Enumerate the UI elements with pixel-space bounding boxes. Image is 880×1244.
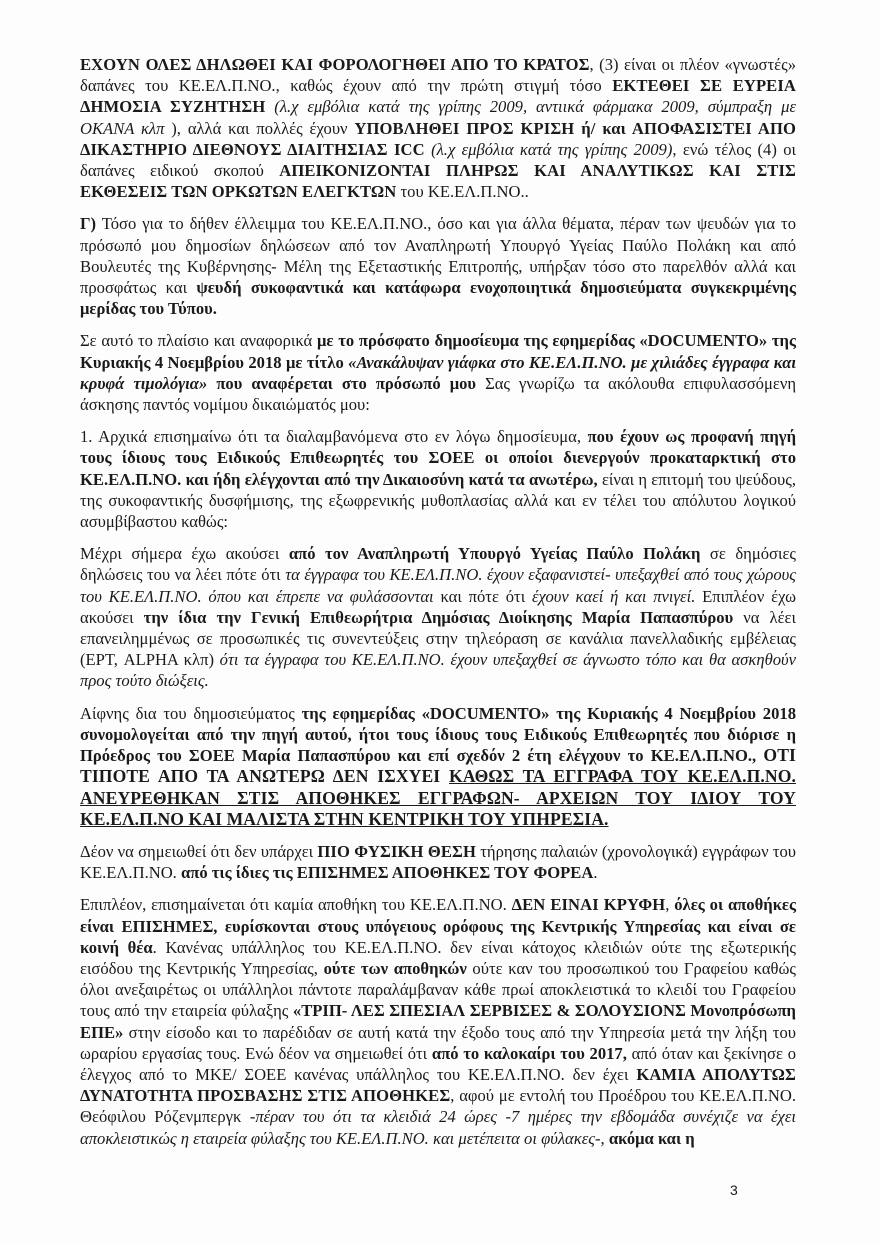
text-run: Αίφνης δια του δημοσιεύματος [80, 703, 302, 723]
paragraph-p1 [80, 213, 796, 319]
paragraph-p4 [80, 543, 796, 691]
text-run: Δέον να σημειωθεί ότι δεν υπάρχει [80, 841, 318, 861]
text-run: 1. Αρχικά επισημαίνω ότι τα διαλαμβανόμενα στο εν λόγω δημοσίευμα, [80, 427, 588, 447]
text-run: που έχουν ως προφανή πηγή τους ίδιους τους Ειδικούς Επιθεωρητές του ΣΟΕΕ οι οποίοι διενεργούν προκαταρκτική στο ΚΕ.ΕΛ.Π.ΝΟ. και ήδη ελέγχονται από την Δικαιοσύνη κατά τα ανωτέρω, [80, 427, 796, 489]
text-run: Επιπλέον, επισημαίνεται ότι καμία αποθήκη του ΚΕ.ΕΛ.Π.ΝΟ. [80, 895, 512, 915]
text-run: είναι η επιτομή του ψεύδους, της συκοφαντικής δυσφήμισης, της εξωφρενικής μυθοπλασίας αλλά και εν τέλει του απόλυτου λογικού ασυμβίβαστου καθώς: [80, 469, 796, 532]
text-run: από τις ίδιες τις ΕΠΙΣΗΜΕΣ ΑΠΟΘΗΚΕΣ ΤΟΥ ΦΟΡΕΑ [180, 863, 594, 883]
text-run: (λ.χ εμβόλια κατά της γρίπης 2009, αντιικά φάρμακα 2009, σύμπραξη με ΟΚΑΝΑ κλπ [80, 97, 796, 138]
text-run: , ενώ τέλος (4) οι δαπάνες ειδικού σκοπού [80, 139, 796, 181]
text-run: ότι τα έγγραφα του ΚΕ.ΕΛ.Π.ΝΟ. έχουν υπεξαχθεί σε άγνωστο τόπο και θα ασκηθούν προς τούτο διώξεις. [80, 650, 796, 691]
text-run: ΕΚΤΕΘΕΙ ΣΕ ΕΥΡΕΙΑ ΔΗΜΟΣΙΑ ΣΥΖΗΤΗΣΗ [80, 76, 796, 117]
text-run: ούτε των αποθηκών [323, 958, 467, 978]
text-run: από το καλοκαίρι του 2017, [431, 1043, 627, 1063]
text-run: . Κανένας υπάλληλος του ΚΕ.ΕΛ.Π.ΝΟ. δεν είναι κάτοχος κλειδιών ούτε της εξωτερικής εισόδου της Κεντρικής Υπηρεσίας, [80, 937, 796, 978]
paragraph-p0 [80, 54, 796, 202]
text-run: ΑΠΕΙΚΟΝΙΖΟΝΤΑΙ ΠΛΗΡΩΣ ΚΑΙ ΑΝΑΛΥΤΙΚΩΣ ΚΑΙ ΣΤΙΣ ΕΚΘΕΣΕΙΣ ΤΩΝ ΟΡΚΩΤΩΝ ΕΛΕΓΚΤΩΝ [80, 161, 796, 202]
text-run: που αναφέρεται στο πρόσωπό μου [207, 373, 477, 393]
text-run: ), αλλά και πολλές έχουν [171, 118, 355, 138]
text-run: από όταν και ξεκίνησε ο έλεγχος από το ΜΚΕ/ ΣΟΕΕ κανένας υπάλληλος του ΚΕ.ΕΛ.Π.ΝΟ. δεν έχει [80, 1043, 796, 1084]
page-number: 3 [730, 1182, 738, 1198]
text-run: της εφημερίδας «DOCUMENTO» της Κυριακής 4 Νοεμβρίου 2018 συνομολογείται από την πηγή αυτού, ήτοι τους ίδιους τους Ειδικούς Επιθεωρητές που διόρισε η Πρόεδρος του ΣΟΕΕ Μαρία Παπασπύρου και επί σχεδόν 2 έτη ελέγχουν το ΚΕ.ΕΛ.Π.ΝΟ., [80, 703, 796, 766]
text-run: Επιπλέον έχω ακούσει [80, 586, 797, 627]
text-run: «Ανακάλυψαν γιάφκα στο ΚΕ.ΕΛ.Π.ΝΟ. με χιλιάδες έγγραφα και κρυφά τιμολόγια» [80, 352, 796, 393]
text-run: την ίδια την Γενική Επιθεωρήτρια Δημόσιας Διοίκησης Μαρία Παπασπύρου [143, 607, 734, 627]
text-run: ΥΠΟΒΛΗΘΕΙ ΠΡΟΣ ΚΡΙΣΗ ή/ και ΑΠΟΦΑΣΙΣΤΕΙ ΑΠΟ ΔΙΚΑΣΤΗΡΙΟ ΔΙΕΘΝΟΥΣ ΔΙΑΙΤΗΣΙΑΣ ICC [80, 118, 797, 159]
text-run: Σας γνωρίζω τα ακόλουθα επιφυλασσόμενη άσκησης παντός νομίμου δικαιώματός μου: [80, 373, 796, 415]
paragraph-p3 [80, 426, 796, 532]
text-run: . [593, 863, 598, 883]
text-run: τήρησης παλαιών (χρονολογικά) εγγράφων του ΚΕ.ΕΛ.Π.ΝΟ. [80, 841, 796, 883]
text-run: -πέραν του ότι τα κλειδιά 24 ώρες -7 ημέρες την εβδομάδα συνέχιζε να έχει αποκλειστικώς η εταιρεία φύλαξης του ΚΕ.ΕΛ.Π.ΝΟ. και μετέπειτα οι φύλακες- [80, 1107, 797, 1148]
text-run: Σε αυτό το πλαίσιο και αναφορικά [80, 331, 317, 351]
text-run: όλες οι αποθήκες είναι ΕΠΙΣΗΜΕΣ, ευρίσκονται στους υπόγειους ορόφους της Κεντρικής Υπηρεσίας και είναι σε κοινή θέα [80, 895, 796, 957]
text-run: , (3) είναι οι πλέον «γνωστές» δαπάνες του ΚΕ.ΕΛ.Π.ΝΟ., καθώς έχουν από την πρώτη στιγμή τόσο [80, 55, 796, 96]
text-run: ΚΑΘΩΣ ΤΑ ΕΓΓΡΑΦΑ ΤΟΥ ΚΕ.ΕΛ.Π.ΝΟ. ΑΝΕΥΡΕΘΗΚΑΝ ΣΤΙΣ ΑΠΟΘΗΚΕΣ ΕΓΓΡΑΦΩΝ- ΑΡΧΕΙΩΝ ΤΟΥ ΙΔΙΟΥ ΤΟΥ ΚΕ.ΕΛ.Π.ΝΟ ΚΑΙ ΜΑΛΙΣΤΑ ΣΤΗΝ ΚΕΝΤΡΙΚΗ ΤΟΥ ΥΠΗΡΕΣΙΑ. [80, 766, 796, 829]
text-run: ΔΕΝ ΕΙΝΑΙ ΚΡΥΦΗ [511, 895, 666, 915]
text-run: «ΤΡΙΠ- ΛΕΣ ΣΠΕΣΙΑΛ ΣΕΡΒΙΣΕΣ & ΣΟΛΟΥΣΙΟΝΣ Μονοπρόσωπη ΕΠΕ» [80, 1001, 796, 1042]
text-run: Μέχρι σήμερα έχω ακούσει [80, 544, 289, 564]
text-run: έχουν καεί ή και πνιγεί. [531, 586, 696, 606]
text-run: , αφού με εντολή του Προέδρου του ΚΕ.ΕΛ.Π.ΝΟ. Θεόφιλου Ρόζενμπεργκ [80, 1086, 796, 1127]
paragraph-p2 [80, 330, 796, 415]
text-run: από τον Αναπληρωτή Υπουργό Υγείας Παύλο Πολάκη [288, 544, 701, 564]
text-run [265, 97, 274, 116]
text-run: Γ) [80, 214, 97, 234]
text-run: ακόμα και η [608, 1128, 695, 1148]
text-run: , [600, 1128, 609, 1148]
text-run: ούτε καν του προσωπικού του Γραφείου καθώς όλοι ανεξαιρέτως οι υπάλληλοι πάντοτε παραλάμβαναν κάθε πρωί αποκλειστικά το κλειδί του Γραφείου τους από την εταιρεία φύλαξης [80, 958, 796, 1021]
text-run: ψευδή συκοφαντικά και κατάφωρα ενοχοποιητικά δημοσιεύματα συγκεκριμένης μερίδας του Τύπου. [80, 278, 796, 319]
text-run: (λ.χ εμβόλια κατά της γρίπης 2009) [431, 139, 673, 159]
text-run: σε δημόσιες δηλώσεις του να λέει πότε ότι [80, 544, 796, 585]
page-content [80, 54, 796, 1160]
text-run: στην είσοδο και το παρέδιδαν σε αυτή κατά την έξοδο τους από την Υπηρεσία μετά την λήξη του ωραρίου εργασίας τους. Ενώ δέον να σημειωθεί ότι [80, 1022, 796, 1063]
text-run: Τόσο για το δήθεν έλλειμμα του ΚΕ.ΕΛ.Π.ΝΟ., όσο και για άλλα θέματα, πέραν των ψευδών για το πρόσωπό μου δημοσίων δηλώσεων από τον Αναπληρωτή Υπουργό Υγείας Παύλο Πολάκη και από Βουλευτές της Κυβέρνησης- Μέλη της Εξεταστικής Επιτροπής, υπήρξαν τόσο στο παρελθόν αλλά και προσφάτως και [80, 214, 796, 298]
text-run: και πότε ότι [433, 586, 532, 606]
text-run: , [665, 895, 675, 915]
text-run: ΚΑΜΙΑ ΑΠΟΛΥΤΩΣ ΔΥΝΑΤΟΤΗΤΑ ΠΡΟΣΒΑΣΗΣ ΣΤΙΣ ΑΠΟΘΗΚΕΣ [80, 1064, 796, 1106]
text-run: ΟΤΙ ΤΙΠΟΤΕ ΑΠΟ ΤΑ ΑΝΩΤΕΡΩ ΔΕΝ ΙΣΧΥΕΙ [80, 745, 796, 787]
paragraph-p7 [80, 894, 796, 1148]
text-run: με το πρόσφατο δημοσίευμα της εφημερίδας «DOCUMENTO» της Κυριακής 4 Νοεμβρίου 2018 με τίτλο [80, 331, 796, 372]
text-run: να λέει επανειλημμένως σε προσωπικές τις συνεντεύξεις στην τηλεόραση σε κανάλια πανελλαδικής εμβέλειας (ΕΡΤ, ALPHA κλπ) [80, 607, 796, 670]
text-run: τα έγγραφα του ΚΕ.ΕΛ.Π.ΝΟ. έχουν εξαφανιστεί- υπεξαχθεί από τους χώρους του ΚΕ.ΕΛ.Π.ΝΟ. όπου και έπρεπε να φυλάσσονται [80, 565, 796, 606]
paragraph-p6 [80, 841, 796, 883]
text-run: του ΚΕ.ΕΛ.Π.ΝΟ.. [396, 182, 529, 202]
text-run: ΕΧΟΥΝ ΟΛΕΣ ΔΗΛΩΘΕΙ ΚΑΙ ΦΟΡΟΛΟΓΗΘΕΙ ΑΠΟ ΤΟ ΚΡΑΤΟΣ [80, 55, 590, 74]
paragraph-p5 [80, 703, 796, 830]
text-run: ΠΙΟ ΦΥΣΙΚΗ ΘΕΣΗ [317, 841, 476, 861]
